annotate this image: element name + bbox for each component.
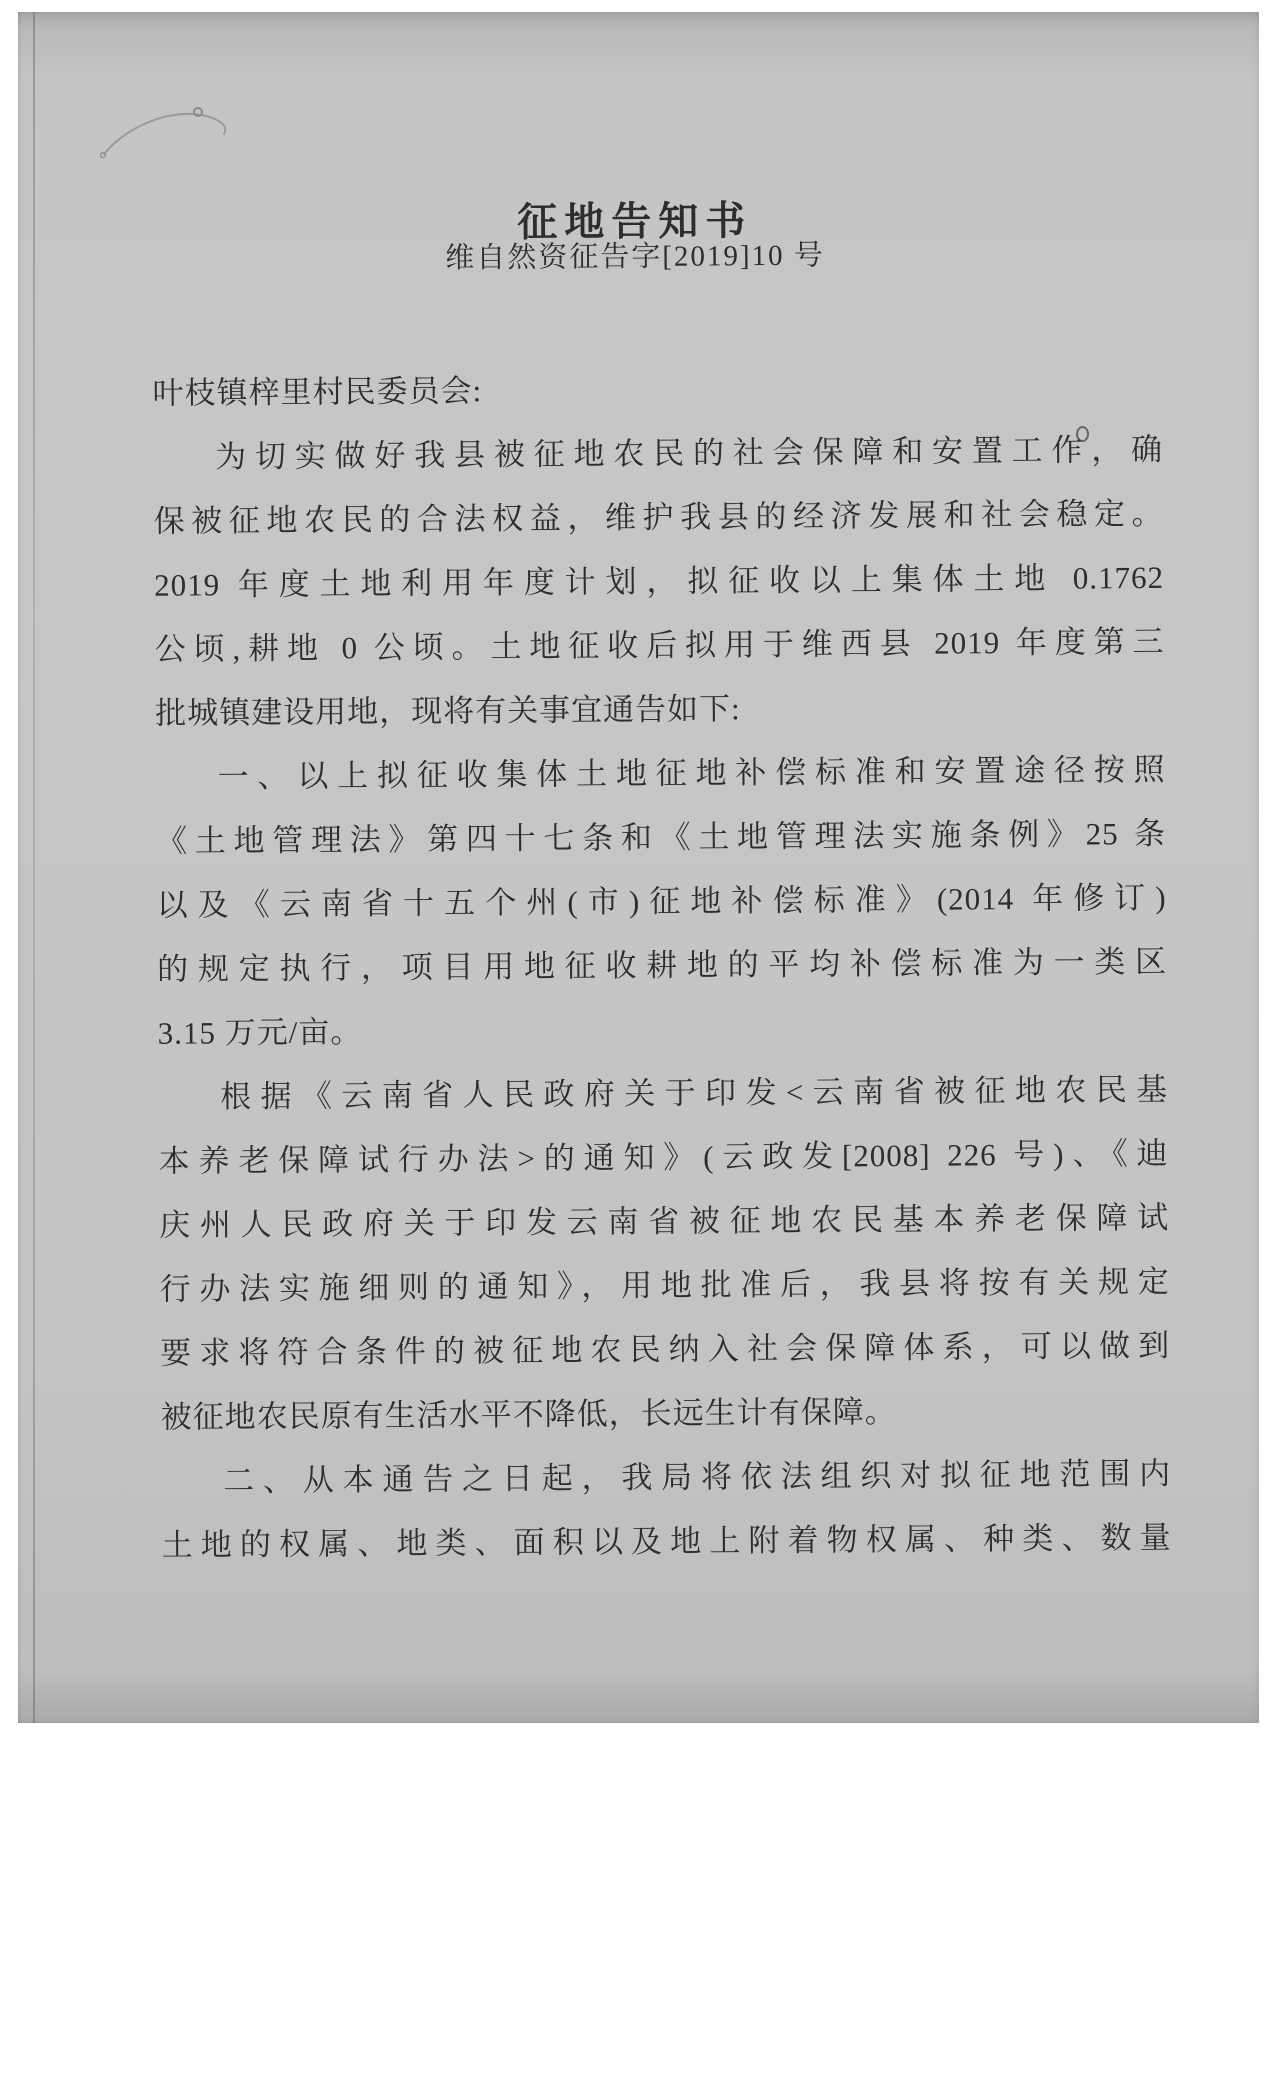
scanned-page (18, 12, 1259, 1723)
document-number: 维自然资征告字[2019]10 号 (445, 239, 825, 275)
doc-line: 二、从本通告之日起，我局将依法组织对拟征地范围内 (223, 1455, 1172, 1499)
doc-line: 行办法实施细则的通知》，用地批准后，我县将按有关规定 (159, 1263, 1170, 1307)
doc-line: 被征地农民原有生活水平不降低，长远生计有保障。 (160, 1393, 897, 1435)
doc-line: 以及《云南省十五个州(市)征地补偿标准》(2014 年修订) (156, 879, 1167, 923)
doc-line: 2019 年度土地利用年度计划，拟征收以上集体土地 0.1762 (153, 559, 1165, 603)
doc-line: 为切实做好我县被征地农民的社会保障和安置工作，确 (214, 431, 1164, 475)
doc-line: 庆州人民政府关于印发云南省被征地农民基本养老保障试 (159, 1199, 1170, 1243)
doc-line: 一、以上拟征收集体土地征地补偿标准和安置途径按照 (217, 751, 1166, 795)
doc-line: 保被征地农民的合法权益，维护我县的经济发展和社会稳定。 (153, 495, 1164, 539)
document-content (13, 7, 1267, 1728)
doc-line: 的规定执行，项目用地征收耕地的平均补偿标准为一类区 (156, 943, 1168, 987)
doc-line: 要求将符合条件的被征地农民纳入社会保障体系，可以做到 (160, 1327, 1171, 1371)
doc-line: 3.15 万元/亩。 (157, 1014, 363, 1051)
doc-line: 《土地管理法》第四十七条和《土地管理法实施条例》25 条 (155, 815, 1167, 859)
doc-line: 本养老保障试行办法>的通知》(云政发[2008] 226 号)、《迪 (158, 1135, 1169, 1179)
doc-line: 批城镇建设用地，现将有关事宜通告如下: (154, 691, 741, 731)
doc-line: 根据《云南省人民政府关于印发<云南省被征地农民基 (219, 1071, 1169, 1115)
doc-line: 公顷,耕地 0 公顷。土地征收后拟用于维西县 2019 年度第三 (154, 623, 1165, 667)
document-body (152, 354, 1172, 1578)
doc-line: 土地的权属、地类、面积以及地上附着物权属、种类、数量 (161, 1519, 1172, 1563)
doc-line-salutation: 叶枝镇梓里村民委员会: (152, 373, 483, 411)
document-title: 征地告知书 (517, 198, 753, 245)
